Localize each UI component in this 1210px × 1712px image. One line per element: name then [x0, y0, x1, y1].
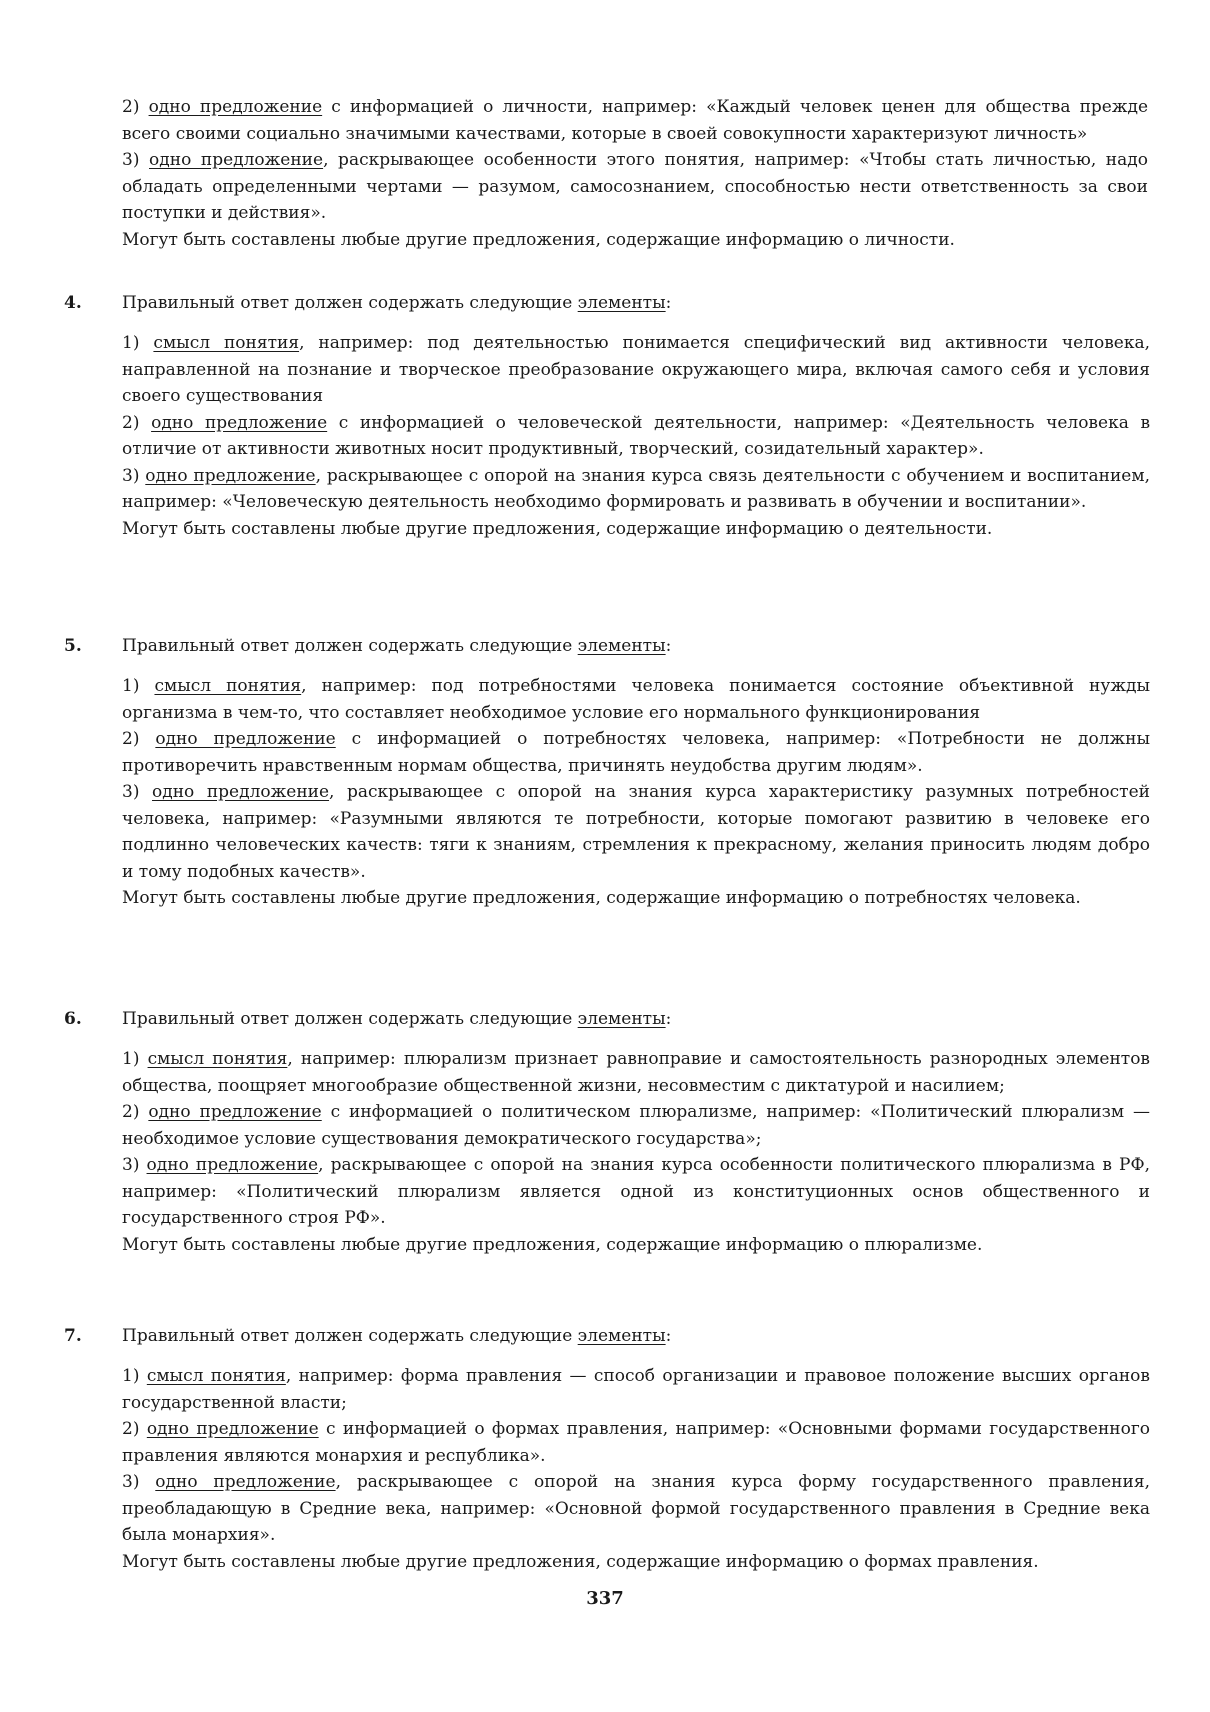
question-heading	[64, 1006, 1150, 1036]
question-intro: Правильный ответ должен содержать следующие элементы:	[122, 1326, 672, 1346]
answer-closing: Могут быть составлены любые другие предложения, содержащие информацию о формах правления.	[122, 1551, 1039, 1572]
answer-item: 1) смысл понятия, например: плюрализм признает равноправие и самостоятельность разнородных элементов общества, поощряет многообразие общественной жизни, несовместим с диктатурой и насилием;	[122, 1049, 1150, 1096]
answer-item: 3) одно предложение, раскрывающее с опорой на знания курса особенности политического плюрализма в РФ, например: «Политический плюрализм является одной из конституционных основ общественного и государственного строя РФ».	[122, 1155, 1150, 1228]
question-heading	[64, 290, 1150, 320]
answer-item: 3) одно предложение, раскрывающее с опорой на знания курса характеристику разумных потребностей человека, например: «Разумными являются те потребности, которые помогают развитию в человеке его подлинно человеческих качеств: тяги к знаниям, стремления к прекрасному, желания приносить людям добро и тому подобных качеств».	[122, 782, 1150, 882]
question-4	[64, 290, 1150, 542]
answer-closing: Могут быть составлены любые другие предложения, содержащие информацию о плюрализме.	[122, 1234, 983, 1255]
term-underlined: одно предложение	[148, 97, 323, 117]
question-7	[64, 1323, 1150, 1575]
intro-closing: Могут быть составлены любые другие предложения, содержащие информацию о личности.	[122, 229, 955, 250]
answer-item: 3) одно предложение, раскрывающее с опорой на знания курса связь деятельности с обучением и воспитанием, например: «Человеческую деятельность необходимо формировать и развивать в обучении и воспитании».	[122, 465, 1150, 512]
question-number: 6.	[64, 1009, 82, 1029]
answer-items	[122, 330, 1150, 542]
answer-item: 2) одно предложение с информацией о политическом плюрализме, например: «Политический плюрализм — необходимое условие существования демократического государства»;	[122, 1102, 1150, 1149]
answer-closing: Могут быть составлены любые другие предложения, содержащие информацию о потребностях человека.	[122, 888, 1081, 908]
question-intro: Правильный ответ должен содержать следующие элементы:	[122, 636, 672, 656]
intro-item-3: 3) одно предложение, раскрывающее особенности этого понятия, например: «Чтобы стать личностью, надо обладать определенными чертами — разумом, самосознанием, способностью нести ответственность за свои поступки и действия».	[122, 150, 1148, 223]
question-heading	[64, 1323, 1150, 1353]
page-number: 337	[586, 1588, 624, 1609]
question-number: 5.	[64, 636, 82, 656]
answer-item: 2) одно предложение с информацией о формах правления, например: «Основными формами государственного правления являются монархия и республика».	[122, 1419, 1150, 1466]
question-5	[64, 633, 1150, 912]
answer-item: 2) одно предложение с информацией о потребностях человека, например: «Потребности не должны противоречить нравственным нормам общества, причинять неудобства другим людям».	[122, 729, 1150, 776]
answer-items	[122, 1363, 1150, 1575]
answer-item: 1) смысл понятия, например: форма правления — способ организации и правовое положение высших органов государственной власти;	[122, 1366, 1150, 1413]
answer-items	[122, 1046, 1150, 1258]
answer-item: 1) смысл понятия, например: под потребностями человека понимается состояние объективной нужды организма в чем-то, что составляет необходимое условие его нормального функционирования	[122, 676, 1150, 723]
term-underlined: одно предложение	[149, 150, 324, 170]
question-intro: Правильный ответ должен содержать следующие элементы:	[122, 293, 672, 313]
intro-item-2: 2) одно предложение с информацией о личности, например: «Каждый человек ценен для общества прежде всего своими социально значимыми качествами, которые в своей совокупности характеризуют личность»	[122, 97, 1149, 144]
question-heading	[64, 633, 1150, 663]
answer-item: 3) одно предложение, раскрывающее с опорой на знания курса форму государственного правления, преобладающую в Средние века, например: «Основной формой государственного правления в Средние века была монархия».	[122, 1472, 1150, 1545]
answer-items	[122, 673, 1150, 912]
intro-block	[122, 94, 1148, 253]
answer-closing: Могут быть составлены любые другие предложения, содержащие информацию о деятельности.	[122, 518, 993, 539]
question-number: 4.	[64, 293, 82, 313]
question-intro: Правильный ответ должен содержать следующие элементы:	[122, 1009, 672, 1029]
question-6	[64, 1006, 1150, 1258]
answer-item: 1) смысл понятия, например: под деятельностью понимается специфический вид активности человека, направленной на познание и творческое преобразование окружающего мира, включая самого себя и условия своего существования	[122, 333, 1150, 406]
answer-item: 2) одно предложение с информацией о человеческой деятельности, например: «Деятельность человека в отличие от активности животных носит продуктивный, творческий, созидательный характер».	[122, 412, 1151, 459]
question-number: 7.	[64, 1326, 82, 1346]
